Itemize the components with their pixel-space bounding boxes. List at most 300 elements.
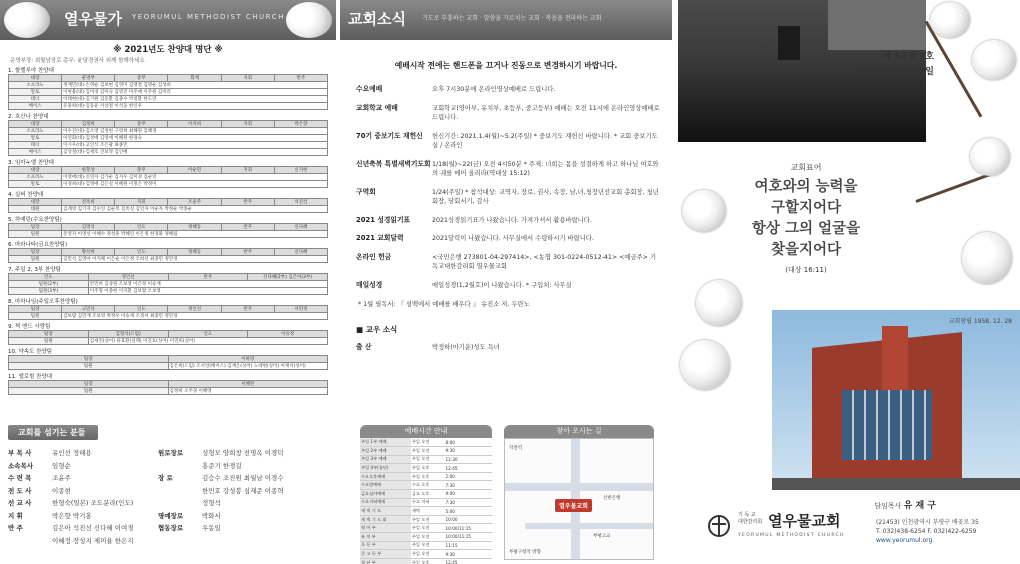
cotton-icon: [4, 2, 50, 38]
service-cell: 주일 오전: [411, 438, 445, 447]
service-cell: 청 년 부: [360, 558, 411, 564]
service-row: [360, 498, 492, 507]
server-row: [8, 511, 158, 523]
service-row: [360, 515, 492, 524]
news-item-key: 수요예배: [356, 85, 383, 93]
motto-line-2: 구할지어다: [770, 200, 842, 216]
server-names: 박화서: [202, 511, 221, 520]
choir-part-label: 알토: [9, 181, 62, 188]
choir-header-cell: 총무: [115, 75, 168, 82]
choir-members: 이경희(대)·김영애 김은실 이혜원 이정은 박정미: [62, 181, 328, 188]
server-row: [158, 473, 328, 485]
issue-number: 제 61권 2호: [882, 52, 934, 62]
choir-header-cell: 인도: [115, 224, 168, 231]
church-phone: T. 032)438-6254 F. 032)422-6259: [876, 528, 977, 535]
choir-group: [8, 347, 328, 370]
service-cell: 수요 오후: [411, 481, 445, 490]
servers-list: [8, 448, 330, 547]
news-item: [356, 281, 672, 291]
choir-row: [9, 363, 328, 370]
service-row: [360, 524, 492, 533]
server-role: 선 교 사: [8, 499, 32, 507]
service-cell: 주일 4부(청년): [360, 464, 411, 473]
choir-group-heading: 7. 주일 2, 3부 찬양팀: [8, 267, 61, 273]
choir-header-cell: 총무: [115, 121, 168, 128]
church-building-photo: [772, 310, 1020, 490]
choir-part-label: 팀원: [9, 313, 62, 320]
service-cell: 새 벽 기 도: [360, 507, 411, 516]
church-name-en: YEORUMUL METHODIST CHURCH: [738, 533, 845, 538]
choir-group: [8, 112, 328, 156]
news-item-key: 구역회: [356, 187, 376, 196]
news-item-value: 2021달력이 나왔습니다. 사무실에서 수령하시기 바랍니다.: [432, 235, 594, 242]
server-names: 김승수 조진원 최월남 이경수: [202, 474, 284, 482]
server-row: [158, 461, 328, 473]
service-row: [360, 558, 492, 564]
news-item-value: 교회학교(영아부, 유치부, 초등부, 중고등부) 예배는 오전 11시에 온라인영상예배로 드립니다.: [432, 104, 660, 121]
cotton-icon: [972, 40, 1016, 80]
choir-row: [9, 313, 328, 320]
choir-header-cell: 정인선: [88, 274, 168, 281]
choir-header-cell: 김형석(드럼): [88, 331, 168, 338]
choir-header-cell: 신다혜: [274, 224, 327, 231]
server-names: 박은향 박기홍: [52, 511, 92, 520]
choir-header-cell: 반주: [221, 306, 274, 313]
directions-box: [504, 425, 654, 560]
motto-line-4: 찾을지어다: [770, 242, 842, 258]
choir-members: 유용하(대)·김동윤 서상철 이석웅 한인우: [62, 103, 328, 110]
news-item-key: 매일성경: [356, 280, 383, 289]
news-item: [356, 132, 672, 151]
service-cell: 수요 저녁: [411, 498, 445, 507]
cotton-icon: [696, 280, 742, 326]
service-times-title: 예배시간 안내: [360, 425, 492, 438]
choir-group-heading: 8. 마하나임(주일오후찬양팀): [8, 299, 78, 305]
server-names: 임형순: [52, 461, 71, 470]
server-role: [158, 486, 202, 498]
choir-row: [9, 206, 328, 213]
service-cell: 9:00: [445, 490, 493, 499]
choir-part-label: 팀원: [9, 388, 169, 395]
service-row: [360, 507, 492, 516]
choir-group-heading: 1. 할렐루야 찬양대: [8, 68, 54, 74]
service-row: [360, 533, 492, 542]
motto-line-3: 항상 그의 얼굴을: [751, 221, 861, 237]
panel2-header: [340, 0, 672, 40]
choir-header-cell: 박은향: [274, 121, 327, 128]
choir-header-cell: 팀장: [9, 306, 62, 313]
choir-header-cell: 회계: [168, 75, 221, 82]
choir-table: [8, 355, 328, 370]
choir-group-heading: 2. 호산나 찬양대: [8, 114, 49, 120]
choir-header-cell: 지휘: [115, 199, 168, 206]
choir-table: [8, 330, 328, 345]
choir-members: 안민희 김상원 조보영 이은정 이승재: [88, 281, 327, 288]
choir-header-cell: 반주: [274, 75, 327, 82]
choir-header-cell: 김정희: [62, 121, 115, 128]
choir-part-label: 테너: [9, 96, 62, 103]
server-row: [158, 536, 328, 548]
news-item-value: 1/24(주일) * 참석대상: 교역자, 장로, 권사, 속장, 남,녀,청장년선교회 총회장, 청년회장, 당회서기, 감사: [432, 188, 659, 205]
service-cell: 주일 오후: [411, 472, 445, 481]
service-cell: 7:30: [445, 498, 493, 507]
panel1-subtitle: YEORUMUL METHODIST CHURCH: [132, 13, 285, 21]
denomination-line-1: 기 독 교: [738, 512, 756, 518]
choir-group-heading: 11. 엘로힘 찬양대: [8, 374, 53, 380]
church-denomination: [738, 512, 762, 526]
server-role: 부 목 사: [8, 449, 32, 457]
server-row: [158, 486, 328, 498]
choir-row: [9, 174, 328, 181]
choir-header-cell: 팀장: [9, 331, 89, 338]
choir-header-cell: 지휘: [221, 121, 274, 128]
choir-row: [9, 82, 328, 89]
service-cell: 주일 오전: [411, 541, 445, 550]
choir-part-label: 베이스: [9, 103, 62, 110]
panel2-subtitle: 기도로 부흥하는 교회 · 말씀을 가르치는 교회 · 복음을 전파하는 교회: [422, 15, 602, 22]
service-cell: 12:45: [445, 464, 493, 473]
choir-table: [8, 248, 328, 263]
service-cell: 수요오후예배: [360, 472, 411, 481]
panel2-title: 교회소식: [348, 10, 406, 28]
service-row: [360, 541, 492, 550]
server-role: [158, 498, 202, 510]
service-cell: 유 치 부: [360, 533, 411, 542]
server-role: 지 휘: [8, 511, 23, 520]
news-item: [356, 85, 672, 95]
church-footer: [700, 496, 1020, 556]
news-item-key: 2021 성경읽기표: [356, 215, 411, 224]
pastor-label: 담임목사: [874, 502, 902, 510]
news-item-value: 1/18(월)~22(금) 오전 4시50분 * 주제: 너희는 몸을 성결하게 하고 하나님 여호와의 궤를 메어 올리라(역대상 15:12): [432, 160, 659, 177]
choir-members: 김은희(드럼) 조서연(베이스) 김재은(싱어) 노대현(싱어) 이재서(싱어): [168, 363, 328, 370]
choir-header-cell: 반주: [168, 274, 248, 281]
choir-members: 이연화(대)·김성애 김영애 이혜원 한경숙: [62, 135, 328, 142]
news-item: [356, 216, 672, 226]
cotton-icon: [680, 340, 730, 390]
news-item-key: 교회학교 예배: [356, 103, 398, 112]
news-item-key: 신년축복 특별새벽기도회: [356, 159, 431, 168]
choir-part-label: 소프라노: [9, 82, 62, 89]
choir-row: [9, 103, 328, 110]
servers-section: [8, 425, 330, 547]
server-role: 수 련 목: [8, 474, 32, 482]
service-cell: 2:00: [445, 472, 493, 481]
choir-table: [8, 305, 328, 320]
choir-members: 김민석 김영아 이지혜 이은순 이은정 조희선 최종민 정민경: [62, 256, 328, 263]
news-item: [356, 104, 672, 123]
panel1-header: [0, 0, 336, 40]
choir-header-cell: 인도: [9, 274, 89, 281]
choir-group: [8, 265, 328, 295]
service-row: [360, 472, 492, 481]
choir-header-cell: 이지희: [168, 121, 221, 128]
choir-title: ※ 2021년도 찬양대 명단 ※: [113, 45, 223, 55]
server-names: 한형숙(일본) 조도분라(인도): [52, 499, 134, 507]
news-item: [356, 234, 672, 244]
church-name: 열우물교회: [768, 512, 841, 530]
choir-part-label: 팀원(3부): [9, 288, 89, 295]
map-school-label: 부평고교: [593, 534, 611, 539]
service-cell: 주일 오후: [411, 558, 445, 564]
church-contact: [876, 518, 979, 545]
service-cell: 수요밤예배: [360, 481, 411, 490]
cotton-icon: [970, 138, 1010, 176]
choir-groups: [0, 66, 336, 395]
choir-table: [8, 166, 328, 188]
news-items: [340, 85, 672, 290]
choir-header-cell: 이유정: [248, 331, 328, 338]
choir-header-cell: 팀장: [9, 224, 62, 231]
choir-group: [8, 322, 328, 345]
service-cell: 10:00: [445, 515, 493, 524]
issue-info: [858, 50, 934, 80]
choir-row: [9, 231, 328, 238]
choir-subtitle: 운영부장: 최월남장로 총무: 윤달경권사 외께 함께하세요: [10, 58, 145, 64]
choir-row: [9, 149, 328, 156]
choir-header-cell: 신다혜(2부) 김은아(3부): [248, 274, 328, 281]
choir-part-label: 소프라노: [9, 174, 62, 181]
server-names: 조윤주: [52, 474, 71, 482]
server-row: [8, 498, 158, 510]
choir-row: [9, 281, 328, 288]
service-cell: 주일 오전: [411, 524, 445, 533]
choir-header-cell: 반주: [221, 199, 274, 206]
server-row: [8, 486, 158, 498]
service-cell: 12:45: [445, 558, 493, 564]
service-cell: 주일 오전: [411, 515, 445, 524]
news-item-value: 오후 7시30분에 온라인영상예배로 드립니다.: [432, 86, 556, 93]
choir-header-cell: 반주: [221, 249, 274, 256]
choir-part-label: 대원: [9, 206, 62, 213]
choir-table: [8, 74, 328, 110]
choir-header-cell: 서혜란: [168, 381, 328, 388]
server-names: 우동일: [202, 524, 221, 532]
choir-header-cell: 정인선: [168, 306, 221, 313]
choir-table: [8, 273, 328, 295]
choir-part-label: 팀원(2부): [9, 281, 89, 288]
service-cell: 주일 3부 예배: [360, 455, 411, 464]
choir-row: [9, 256, 328, 263]
choir-members: 이태현(대)·김기원 김동환 김종수 박칠환 한도연: [62, 96, 328, 103]
choir-row: [9, 135, 328, 142]
choir-part-label: 팀원: [9, 231, 62, 238]
choir-header-cell: 인도: [115, 306, 168, 313]
cotton-icon: [930, 2, 970, 38]
server-role: [158, 536, 202, 548]
news-item-key: 온라인 헌금: [356, 252, 392, 261]
service-cell: 8:00: [445, 438, 493, 447]
choir-header-cell: 지휘: [221, 167, 274, 174]
service-cell: 11:30: [445, 455, 493, 464]
choir-header-cell: 서민정: [274, 306, 327, 313]
member-news-title: ■ 교우 소식: [356, 325, 398, 334]
choir-row: [9, 142, 328, 149]
choir-header-cell: 정혜동: [168, 224, 221, 231]
server-names: 김은아 석진선 신다혜 이여경: [52, 524, 134, 532]
choir-group-heading: 5. 하예린(수요찬양팀): [8, 217, 62, 223]
choir-header-cell: 대장: [9, 167, 62, 174]
choir-row: [9, 128, 328, 135]
service-cell: 주일 오전: [411, 455, 445, 464]
service-times-table: [360, 438, 492, 564]
church-address: (21453) 인천광역시 부평구 배곶로 35: [876, 519, 979, 526]
choir-header-cell: 인도: [168, 331, 248, 338]
motto-line-1: 여호와의 능력을: [754, 179, 858, 195]
choir-header-cell: 지휘: [221, 75, 274, 82]
service-cell: 중 고 등 부: [360, 550, 411, 559]
server-names: 이종현: [52, 486, 71, 495]
server-row: [8, 448, 158, 460]
phone-notice: 예배시작 전에는 핸드폰을 끄거나 진동으로 변경하시기 바랍니다.: [394, 61, 618, 70]
choir-part-label: 팀원: [9, 256, 62, 263]
server-role: [8, 536, 52, 548]
choir-group-heading: 3. 임마누엘 찬양대: [8, 160, 54, 166]
choir-group-heading: 4. 실버 찬양대: [8, 192, 44, 198]
news-panel: [340, 0, 672, 564]
member-news-key: 출 산: [356, 343, 372, 351]
service-cell: 9:30: [445, 550, 493, 559]
service-cell: 주일 1부 예배: [360, 438, 411, 447]
map-church-pin: 열우물교회: [555, 499, 592, 512]
choir-table: [8, 198, 328, 213]
choir-group: [8, 215, 328, 238]
church-website-link[interactable]: www.yeorumul.org: [876, 537, 933, 544]
service-cell: 새벽: [411, 507, 445, 516]
server-row: [158, 448, 328, 460]
choir-row: [9, 89, 328, 96]
choir-group: [8, 372, 328, 395]
server-names: 유인선 정해용: [52, 449, 92, 457]
news-item-value: 매일성경(1,2월호)이 나왔습니다. * 구입처: 사무실: [432, 281, 572, 289]
service-cell: 영 아 부: [360, 524, 411, 533]
choir-header-cell: 대장: [9, 75, 62, 82]
service-cell: 금요심야예배: [360, 490, 411, 499]
choir-group-heading: 10. 약속도 찬양팀: [8, 349, 53, 355]
news-item: [356, 160, 672, 179]
denomination-line-2: 대한감리회: [738, 519, 763, 525]
choir-header-cell: 전옥희: [62, 199, 115, 206]
choir-part-label: 베이스: [9, 149, 62, 156]
choir-header-cell: 고민석: [62, 306, 115, 313]
choir-part-label: 테너: [9, 142, 62, 149]
choir-members: 이시우(대)·고인식 조은광 최종민: [62, 142, 328, 149]
choir-members: 이주형 이종현 이지환 김보람 조보영: [88, 288, 327, 295]
member-news-item: [356, 343, 672, 353]
service-cell: 주일 오후: [411, 464, 445, 473]
choir-header-cell: 신지현: [274, 167, 327, 174]
server-role: [158, 461, 202, 473]
service-cell: 주일 오전: [411, 533, 445, 542]
choir-row: [9, 288, 328, 295]
service-row: [360, 464, 492, 473]
choir-members: 정계민(대)·손영순 김보현 김영미 김영철 김명순 김성희: [62, 82, 328, 89]
service-cell: 새 벽 기 도 회: [360, 515, 411, 524]
service-cell: 수요저녁예배: [360, 498, 411, 507]
choir-members: 김계영 김기자 김수연 김순복 김옥실 김인자 이순자 박정순 박종순: [62, 206, 328, 213]
map-mart-label: 신한은행: [603, 496, 621, 501]
choir-part-label: 알토: [9, 135, 62, 142]
choir-header-cell: 김영석: [62, 224, 115, 231]
server-row: [8, 473, 158, 485]
choir-header-cell: 팀장: [9, 356, 169, 363]
server-role: 원로장로: [158, 449, 184, 457]
service-row: [360, 481, 492, 490]
choir-members: 김보람 김민재 조보영 박정우 이승재 조경서 최종민 정민경: [62, 313, 328, 320]
choir-table: [8, 380, 328, 395]
choir-part-label: 팀원: [9, 338, 89, 345]
map-station-label: 작전역: [509, 446, 523, 451]
service-cell: 11:15: [445, 541, 493, 550]
service-row: [360, 438, 492, 447]
choir-members: 김정희 오주경 이혜영: [168, 388, 328, 395]
server-row: [158, 498, 328, 510]
choir-header-cell: 이하영: [168, 356, 328, 363]
news-item-key: 70기 중보기도 재헌신: [356, 131, 423, 140]
choir-header-cell: 석진선: [274, 199, 327, 206]
choir-group-heading: 9. 찍 앤드 사랑팀: [8, 324, 51, 330]
choir-header-cell: 한봉상: [62, 167, 115, 174]
service-cell: 주일 2부 예배: [360, 447, 411, 456]
service-cell: 5:00: [445, 507, 493, 516]
choir-members: 이영애(대)·신연자 김가순 김지우 김미경 김순연: [62, 174, 328, 181]
server-role: 장 로: [158, 474, 173, 482]
service-row: [360, 455, 492, 464]
service-cell: 주일 오전: [411, 550, 445, 559]
news-item-value: 헌신기간: 2021.1.4(월)~5.2(주일) * 중보기도 재헌신 바랍니다. * 교회 중보기도실 / 온라인: [432, 132, 658, 149]
photo-caption: 교회창립 1958. 12. 28: [948, 318, 1012, 325]
choir-members: 이현용(대)·김미경 김미숙 김영진 미주애 이주원 김미리: [62, 89, 328, 96]
server-role: 전 도 사: [8, 486, 32, 495]
service-row: [360, 550, 492, 559]
service-cell: 7:30: [445, 481, 493, 490]
server-names: 정형석: [202, 499, 221, 507]
choir-row: [9, 181, 328, 188]
service-cell: 금요 오후: [411, 490, 445, 499]
cover-panel: [676, 0, 1020, 564]
service-cell: 초 등 부: [360, 541, 411, 550]
choir-group: [8, 240, 328, 263]
choir-header-cell: 대장: [9, 121, 62, 128]
server-names: 한민호 강성봉 심재준 이종혁: [202, 486, 284, 495]
service-cell: 10:00/11:15: [445, 524, 493, 533]
news-item: [356, 188, 672, 207]
server-role: 명예장로: [158, 511, 184, 520]
choir-header-cell: 총무: [115, 167, 168, 174]
choir-part-label: 팀원: [9, 363, 169, 370]
service-cell: 주일 오전: [411, 447, 445, 456]
choir-members: 김상철(대)·김재호 진보영 김인배: [62, 149, 328, 156]
choir-header-cell: 조윤주: [168, 199, 221, 206]
pastor-info: [874, 498, 936, 511]
choir-group: [8, 190, 328, 213]
service-row: [360, 447, 492, 456]
server-names: 홍준기 한경길: [202, 461, 242, 470]
server-row: [158, 511, 328, 523]
choir-header-cell: 대장: [9, 199, 62, 206]
motto-label: 교회표어: [790, 163, 822, 172]
map-route-label: 부평구청역 방향: [509, 550, 541, 555]
directions-title: 찾아 오시는 길: [504, 425, 654, 438]
choir-header-cell: 반주: [221, 224, 274, 231]
server-row: [158, 523, 328, 535]
choir-panel: [0, 0, 336, 564]
issue-date: 2021년 1월 10일: [857, 67, 934, 77]
server-role: 반 주: [8, 524, 23, 532]
server-names: 성형모 양희창 전명옥 이경덕: [202, 449, 284, 457]
choir-group: [8, 158, 328, 188]
choir-members: 이수진(대)·김소영 김경현 구영희 최해원 김혜경: [62, 128, 328, 135]
